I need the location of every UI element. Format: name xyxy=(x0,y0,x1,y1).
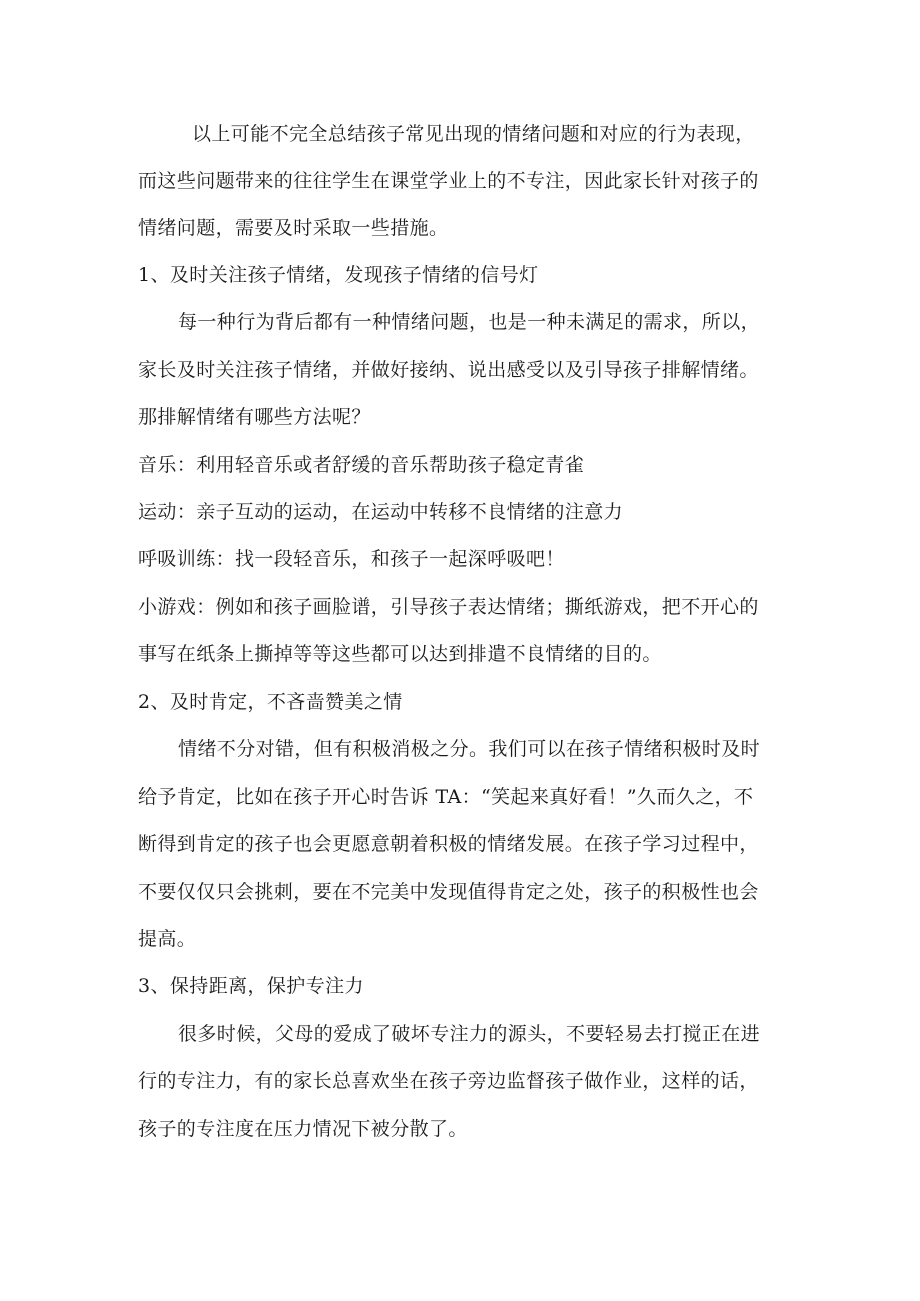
paragraph-line: 情绪不分对错，但有积极消极之分。我们可以在孩子情绪积极时及时 xyxy=(178,738,761,760)
paragraph-line: 很多时候，父母的爱成了破坏专注力的源头，不要轻易去打搅正在进 xyxy=(178,1023,761,1045)
paragraph-line: 情绪问题，需要及时采取一些措施。 xyxy=(138,217,449,239)
paragraph-line: 孩子的专注度在压力情况下被分散了。 xyxy=(138,1118,468,1140)
section-heading: 2、及时肯定，不吝啬赞美之情 xyxy=(138,691,403,713)
section-heading: 3、保持距离，保护专注力 xyxy=(138,975,364,997)
paragraph-line: 家长及时关注孩子情绪，并做好接纳、说出感受以及引导孩子排解情绪。 xyxy=(138,359,759,381)
paragraph-line: 那排解情绪有哪些方法呢？ xyxy=(138,406,371,428)
paragraph-line: 不要仅仅只会挑刺，要在不完美中发现值得肯定之处，孩子的积极性也会 xyxy=(138,881,759,903)
paragraph-line: 而这些问题带来的往往学生在课堂学业上的不专注，因此家长针对孩子的 xyxy=(138,170,759,192)
list-item: 呼吸训练：找一段轻音乐，和孩子一起深呼吸吧！ xyxy=(138,548,565,570)
list-item: 小游戏：例如和孩子画脸谱，引导孩子表达情绪；撕纸游戏，把不开心的 xyxy=(138,596,759,618)
list-item: 运动：亲子互动的运动，在运动中转移不良情绪的注意力 xyxy=(138,501,624,523)
paragraph-line: 行的专注力，有的家长总喜欢坐在孩子旁边监督孩子做作业，这样的话， xyxy=(138,1070,759,1092)
paragraph-line: 断得到肯定的孩子也会更愿意朝着积极的情绪发展。在孩子学习过程中， xyxy=(138,833,759,855)
paragraph-line: 给予肯定，比如在孩子开心时告诉 TA：“笑起来真好看！”久而久之，不 xyxy=(138,786,754,808)
paragraph-line: 事写在纸条上撕掉等等这些都可以达到排遣不良情绪的目的。 xyxy=(138,643,662,665)
list-item: 音乐：利用轻音乐或者舒缓的音乐帮助孩子稳定青雀 xyxy=(138,454,585,476)
paragraph-line: 每一种行为背后都有一种情绪问题，也是一种未满足的需求，所以， xyxy=(178,311,761,333)
section-heading: 1、及时关注孩子情绪，发现孩子情绪的信号灯 xyxy=(138,264,539,286)
paragraph-line: 提高。 xyxy=(138,928,197,950)
paragraph-line: 以上可能不完全总结孩子常见出现的情绪问题和对应的行为表现， xyxy=(192,123,755,145)
